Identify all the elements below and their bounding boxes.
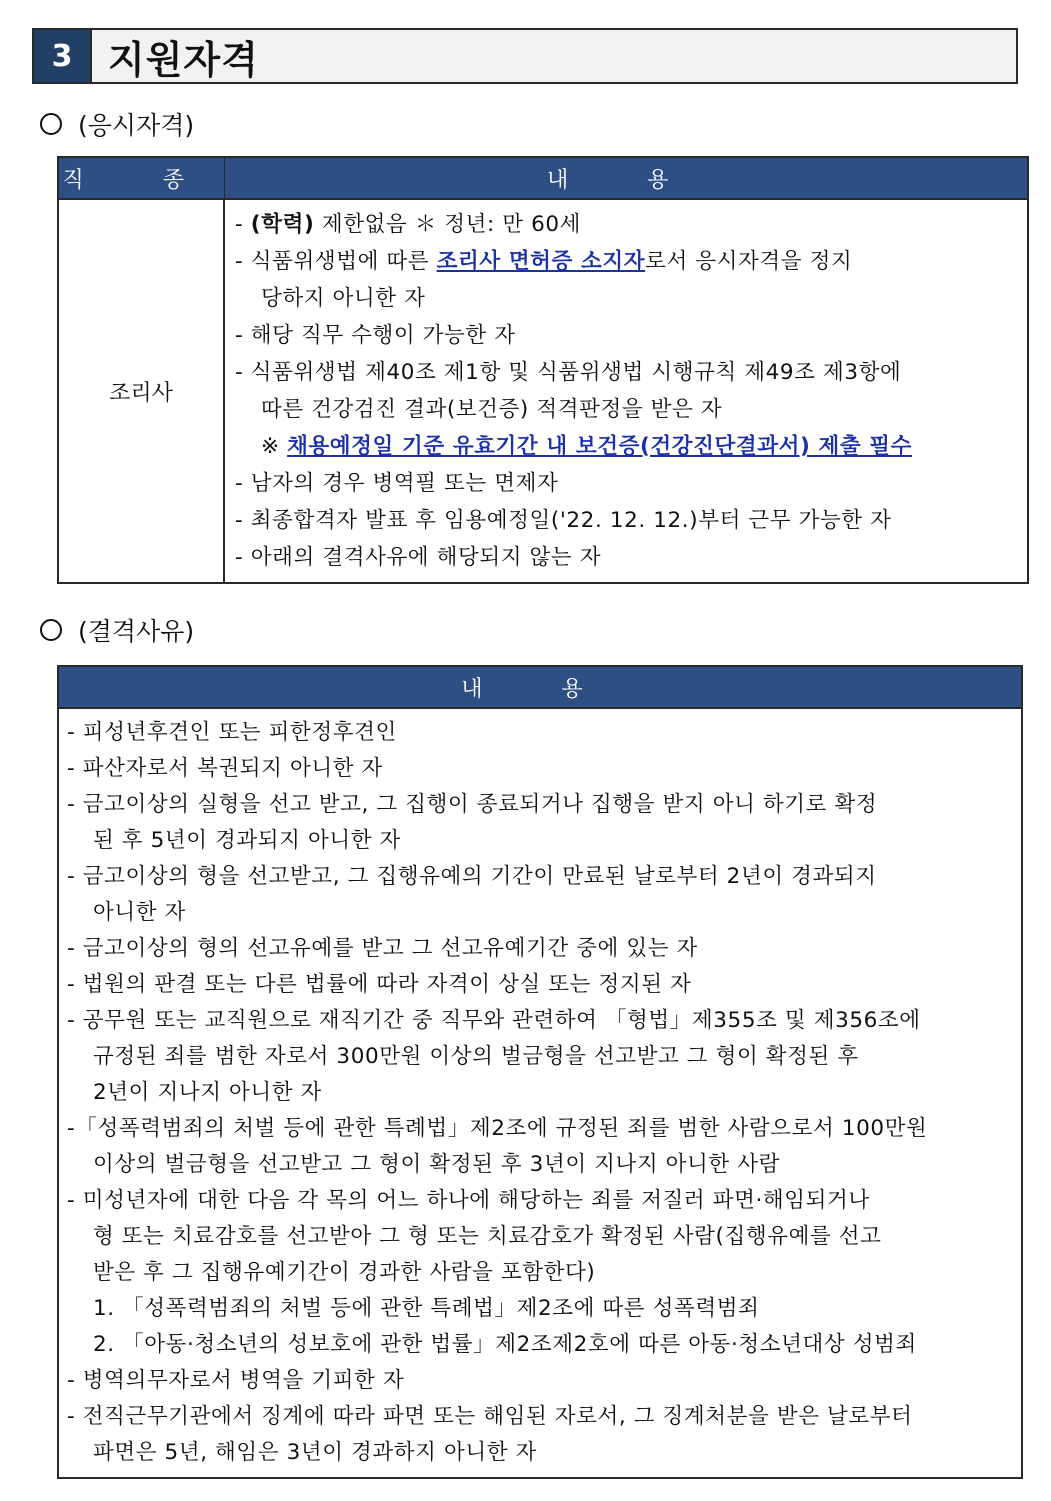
license-requirement-highlight: 조리사 면허증 소지자 [436,249,646,274]
eligibility-line: - 해당 직무 수행이 가능한 자 [235,323,516,348]
eligibility-line: - 식품위생법에 따른 조리사 면허증 소지자로서 응시자격을 정지 [235,249,853,274]
section-title: 지원자격 [90,30,1016,82]
disqualification-table [57,665,1023,1479]
job-type-cell: 조리사 [58,199,224,583]
eligibility-heading: (응시자격) [78,111,195,140]
disqualification-line: 된 후 5년이 경과되지 아니한 자 [93,828,401,853]
disqualification-line: 2년이 지나지 아니한 자 [93,1080,322,1105]
circle-bullet-icon [40,619,62,641]
disqualification-line: 아니한 자 [93,900,186,925]
disqualification-line: - 파산자로서 복권되지 아니한 자 [67,756,383,781]
disqualification-line: - 공무원 또는 교직원으로 재직기간 중 직무와 관련하여 「형법」제355조 및 제356조에 [67,1008,921,1033]
header-job-type: 직 종 [58,157,224,199]
eligibility-line: - 최종합격자 발표 후 임용예정일('22. 12. 12.)부터 근무 가능한 자 [235,508,892,533]
eligibility-line: 당하지 아니한 자 [261,286,426,311]
eligibility-line: - (학력) 제한없음 ＊ 정년: 만 60세 [235,212,582,237]
disqualification-heading: (결격사유) [78,617,195,646]
eligibility-line: - 식품위생법 제40조 제1항 및 식품위생법 시행규칙 제49조 제3항에 [235,360,902,385]
disqualification-line: - 금고이상의 형의 선고유예를 받고 그 선고유예기간 중에 있는 자 [67,936,698,961]
eligibility-table [57,156,1029,584]
disqualification-line: - 금고이상의 형을 선고받고, 그 집행유예의 기간이 만료된 날로부터 2년이 경과되지 [67,864,877,889]
disqualification-line: - 법원의 판결 또는 다른 법률에 따라 자격이 상실 또는 정지된 자 [67,972,692,997]
disqualification-line: -「성폭력범죄의 처벌 등에 관한 특례법」제2조에 규정된 죄를 범한 사람으로서 100만원 [67,1116,928,1141]
disqualification-subitem: 2. 「아동·청소년의 성보호에 관한 법률」제2조제2호에 따른 아동·청소년대상 성범죄 [93,1332,917,1357]
disqualification-line: 형 또는 치료감호를 선고받아 그 형 또는 치료감호가 확정된 사람(집행유예를 선고 [93,1224,882,1249]
disqualification-line: - 피성년후견인 또는 피한정후견인 [67,720,397,745]
disqualification-line: - 미성년자에 대한 다음 각 목의 어느 하나에 해당하는 죄를 저질러 파면·해임되거나 [67,1188,870,1213]
eligibility-line: ※ 채용예정일 기준 유효기간 내 보건증(건강진단결과서) 제출 필수 [261,434,913,459]
health-cert-highlight: 채용예정일 기준 유효기간 내 보건증(건강진단결과서) 제출 필수 [287,434,913,459]
disqualification-subitem: 1. 「성폭력범죄의 처벌 등에 관한 특례법」제2조에 따른 성폭력범죄 [93,1296,760,1321]
disqualification-line: 이상의 벌금형을 선고받고 그 형이 확정된 후 3년이 지나지 아니한 사람 [93,1152,780,1177]
circle-bullet-icon [40,113,62,135]
header-content: 내 용 [58,666,1022,708]
disqualification-line: 파면은 5년, 해임은 3년이 경과하지 아니한 자 [93,1440,537,1465]
disqualification-content-cell [58,708,1022,1478]
disqualification-line: 받은 후 그 집행유예기간이 경과한 사람을 포함한다) [93,1260,596,1285]
section-header [32,28,1018,84]
eligibility-heading-row [40,106,194,142]
eligibility-content-cell [224,199,1028,583]
disqualification-line: - 병역의무자로서 병역을 기피한 자 [67,1368,405,1393]
disqualification-line: - 전직근무기관에서 징계에 따라 파면 또는 해임된 자로서, 그 징계처분을 받은 날로부터 [67,1404,913,1429]
eligibility-line: - 남자의 경우 병역필 또는 면제자 [235,471,559,496]
disqualification-line: 규정된 죄를 범한 자로서 300만원 이상의 벌금형을 선고받고 그 형이 확정된 후 [93,1044,859,1069]
disqualification-line: - 금고이상의 실형을 선고 받고, 그 집행이 종료되거나 집행을 받지 아니 하기로 확정 [67,792,878,817]
section-number: 3 [34,30,90,82]
eligibility-line: 따른 건강검진 결과(보건증) 적격판정을 받은 자 [261,397,723,422]
eligibility-line: - 아래의 결격사유에 해당되지 않는 자 [235,545,602,570]
disqualification-heading-row [40,612,194,648]
header-content: 내 용 [224,157,1028,199]
